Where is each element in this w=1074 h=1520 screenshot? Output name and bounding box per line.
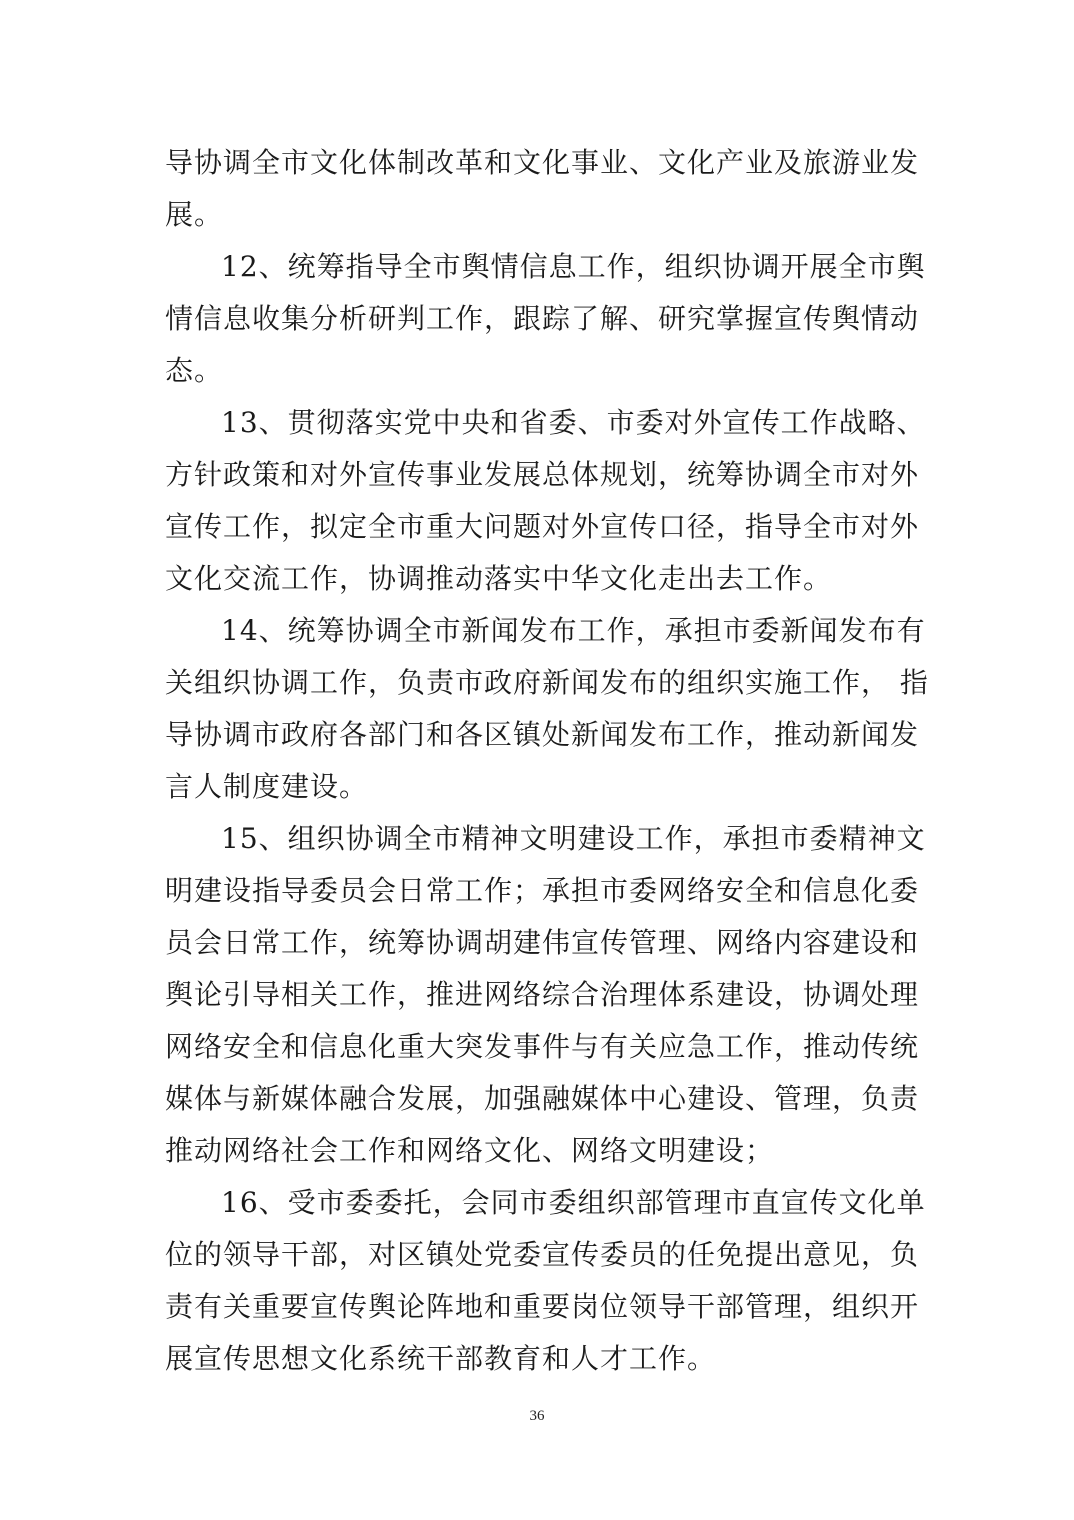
text-line: 宣传工作，拟定全市重大问题对外宣传口径，指导全市对外 [165,510,920,543]
text-line: 关组织协调工作，负责市政府新闻发布的组织实施工作， 指 [165,666,929,699]
text-line: 情信息收集分析研判工作，跟踪了解、研究掌握宣传舆情动 [165,302,920,335]
text-line: 展宣传思想文化系统干部教育和人才工作。 [165,1342,717,1375]
paragraph-first-line: 16、受市委委托，会同市委组织部管理市直宣传文化单 [221,1186,926,1219]
paragraph-first-line: 14、统筹协调全市新闻发布工作，承担市委新闻发布有 [221,614,926,647]
text-line: 员会日常工作，统筹协调胡建伟宣传管理、网络内容建设和 [165,926,920,959]
paragraph-first-line: 15、组织协调全市精神文明建设工作，承担市委精神文 [221,822,926,855]
page-number: 36 [529,1408,545,1424]
text-line: 文化交流工作，协调推动落实中华文化走出去工作。 [165,562,833,595]
text-line: 导协调市政府各部门和各区镇处新闻发布工作，推动新闻发 [165,718,920,751]
text-line: 位的领导干部，对区镇处党委宣传委员的任免提出意见，负 [165,1238,920,1271]
text-line: 媒体与新媒体融合发展，加强融媒体中心建设、管理，负责 [165,1082,920,1115]
text-line: 言人制度建设。 [165,770,369,803]
paragraph-first-line: 12、统筹指导全市舆情信息工作，组织协调开展全市舆 [221,250,926,283]
text-line: 展。 [165,198,224,231]
text-line: 态。 [165,354,224,387]
text-line: 网络安全和信息化重大突发事件与有关应急工作，推动传统 [165,1030,920,1063]
text-line: 推动网络社会工作和网络文化、网络文明建设； [165,1134,775,1167]
text-line: 舆论引导相关工作，推进网络综合治理体系建设，协调处理 [165,978,920,1011]
text-line: 方针政策和对外宣传事业发展总体规划，统筹协调全市对外 [165,458,920,491]
text-line: 导协调全市文化体制改革和文化事业、文化产业及旅游业发 [165,146,920,179]
text-line: 明建设指导委员会日常工作；承担市委网络安全和信息化委 [165,874,920,907]
text-line: 责有关重要宣传舆论阵地和重要岗位领导干部管理，组织开 [165,1290,920,1323]
paragraph-first-line: 13、贯彻落实党中央和省委、市委对外宣传工作战略、 [221,406,926,439]
